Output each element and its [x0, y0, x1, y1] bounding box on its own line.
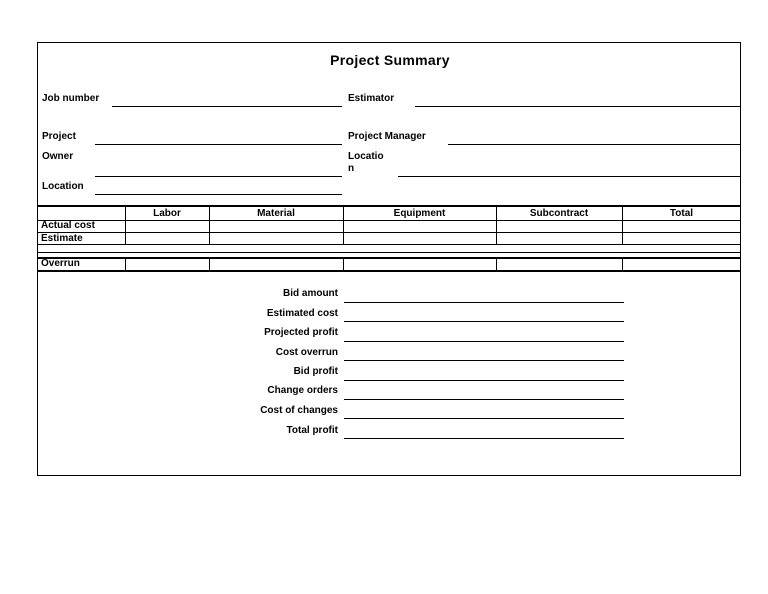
summary-label-bid-amount: Bid amount [283, 288, 338, 299]
summary-label-cost-overrun: Cost overrun [275, 347, 338, 358]
owner-field[interactable] [95, 176, 342, 177]
row-label-overrun: Overrun [41, 258, 80, 269]
table-row-divider [38, 244, 741, 245]
location-field-right[interactable] [398, 176, 741, 177]
table-row-divider [38, 252, 741, 253]
table-col-divider [209, 258, 210, 271]
cost-of-changes-field[interactable] [344, 418, 624, 419]
column-header-total: Total [669, 208, 694, 219]
project-summary-form [37, 42, 741, 476]
table-col-divider [343, 258, 344, 271]
column-header-labor: Labor [153, 208, 181, 219]
estimated-cost-field[interactable] [344, 321, 624, 322]
estimator-field[interactable] [415, 106, 741, 107]
project-label: Project [42, 131, 76, 142]
table-row-divider [38, 232, 741, 233]
column-header-material: Material [257, 208, 295, 219]
job-number-label: Job number [42, 93, 100, 104]
bid-profit-field[interactable] [344, 380, 624, 381]
summary-label-cost-of-changes: Cost of changes [260, 405, 338, 416]
job-number-field[interactable] [112, 106, 342, 107]
owner-label: Owner [42, 151, 74, 162]
cost-overrun-field[interactable] [344, 360, 624, 361]
estimator-label: Estimator [348, 93, 395, 104]
table-col-divider [496, 258, 497, 271]
location-label-right-wrap: n [348, 163, 355, 174]
summary-label-total-profit: Total profit [286, 425, 338, 436]
table-col-divider [622, 258, 623, 271]
projected-profit-field[interactable] [344, 341, 624, 342]
table-row-divider [38, 257, 741, 259]
project-manager-field[interactable] [448, 144, 741, 145]
bid-amount-field[interactable] [344, 302, 624, 303]
summary-label-change-orders: Change orders [267, 385, 338, 396]
project-field[interactable] [95, 144, 342, 145]
column-header-subcontract: Subcontract [529, 208, 589, 219]
column-header-equipment: Equipment [393, 208, 446, 219]
summary-label-projected-profit: Projected profit [264, 327, 338, 338]
table-bottom-border [38, 270, 741, 272]
location-label-left: Location [42, 181, 84, 192]
summary-label-bid-profit: Bid profit [293, 366, 338, 377]
change-orders-field[interactable] [344, 399, 624, 400]
table-top-border [38, 205, 741, 207]
row-label-estimate: Estimate [41, 233, 83, 244]
table-col-divider [125, 258, 126, 271]
total-profit-field[interactable] [344, 438, 624, 439]
form-title: Project Summary [330, 52, 450, 68]
project-manager-label: Project Manager [348, 131, 426, 142]
table-row-divider [38, 220, 741, 221]
location-field-left[interactable] [95, 194, 342, 195]
row-label-actual-cost: Actual cost [41, 220, 95, 231]
location-label-right: Locatio [348, 151, 384, 162]
summary-label-estimated-cost: Estimated cost [266, 308, 338, 319]
